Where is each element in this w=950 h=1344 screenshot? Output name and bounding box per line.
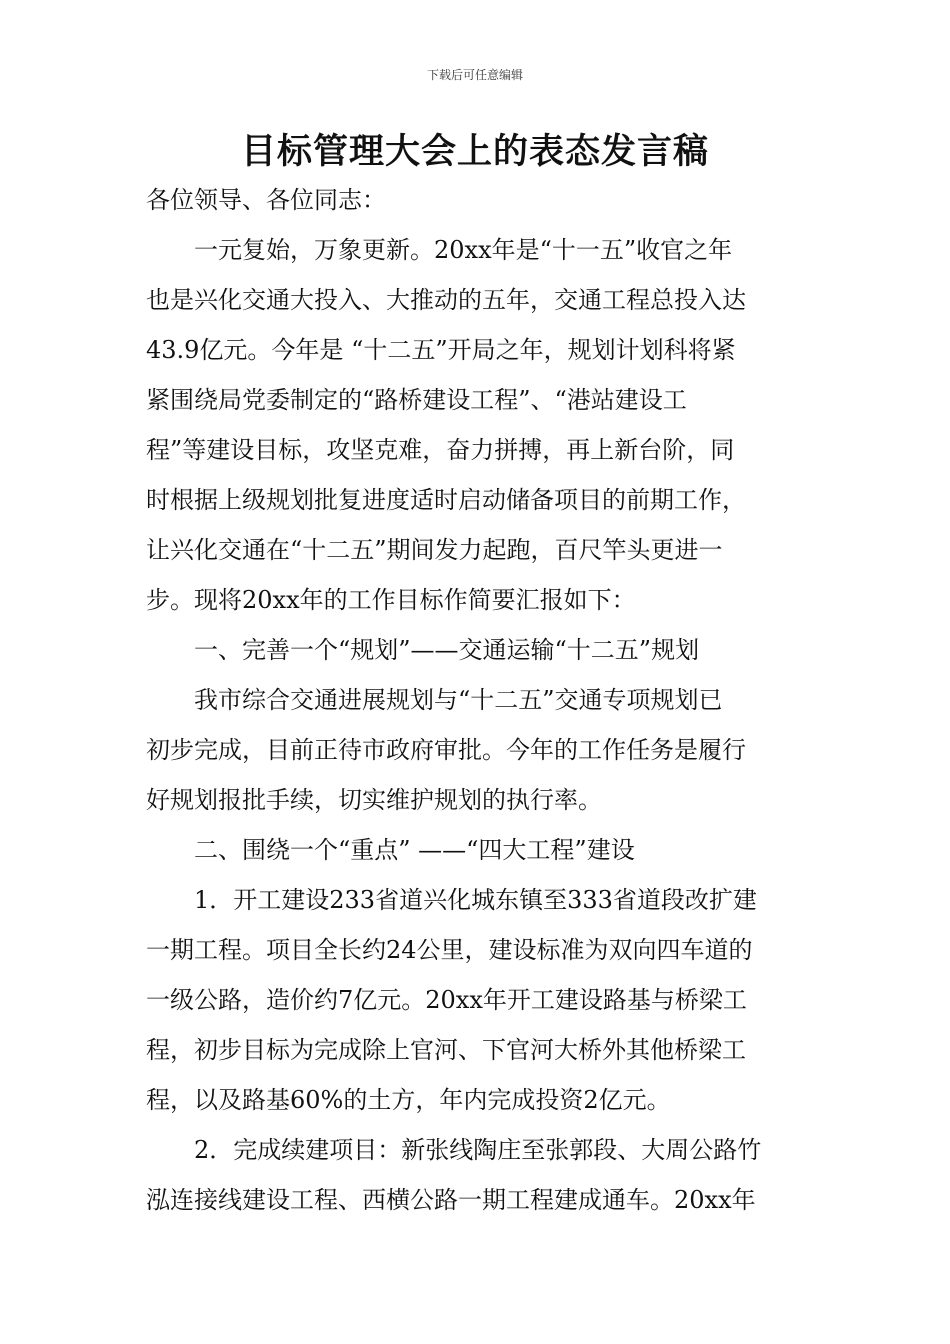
section-heading: 二、围绕一个“重点” ——“四大工程”建设 xyxy=(146,836,635,864)
paragraph-line: 程，以及路基60%的土方，年内完成投资2亿元。 xyxy=(146,1086,671,1114)
paragraph-line: 也是兴化交通大投入、大推动的五年，交通工程总投入达 xyxy=(146,286,746,314)
paragraph-line: 让兴化交通在“十二五”期间发力起跑，百尺竿头更进一 xyxy=(146,536,723,564)
paragraph-line: 程”等建设目标，攻坚克难，奋力拼搏，再上新台阶，同 xyxy=(146,436,735,464)
paragraph-line: 时根据上级规划批复进度适时启动储备项目的前期工作， xyxy=(146,486,746,514)
paragraph-line: 泓连接线建设工程、西横公路一期工程建成通车。20xx年 xyxy=(146,1186,756,1214)
paragraph-line: 1．开工建设233省道兴化城东镇至333省道段改扩建 xyxy=(146,886,757,914)
header-note: 下载后可任意编辑 xyxy=(426,68,523,82)
paragraph-line: 2．完成续建项目：新张线陶庄至张郭段、大周公路竹 xyxy=(146,1136,762,1164)
paragraph-line: 一元复始，万象更新。20xx年是“十一五”收官之年 xyxy=(146,236,733,264)
paragraph-line: 初步完成，目前正待市政府审批。今年的工作任务是履行 xyxy=(146,736,746,764)
paragraph-line: 紧围绕局党委制定的“路桥建设工程”、“港站建设工 xyxy=(146,386,687,414)
paragraph-line: 步。现将20xx年的工作目标作简要汇报如下： xyxy=(146,586,636,614)
paragraph-line: 一级公路，造价约7亿元。20xx年开工建设路基与桥梁工 xyxy=(146,986,747,1014)
paragraph-line: 我市综合交通进展规划与“十二五”交通专项规划已 xyxy=(146,686,723,714)
paragraph-line: 程，初步目标为完成除上官河、下官河大桥外其他桥梁工 xyxy=(146,1036,746,1064)
page-title: 目标管理大会上的表态发言稿 xyxy=(240,132,709,172)
paragraph-line: 一期工程。项目全长约24公里，建设标准为双向四车道的 xyxy=(146,936,753,964)
paragraph-line: 43.9亿元。今年是 “十二五”开局之年，规划计划科将紧 xyxy=(146,336,736,364)
greeting-line: 各位领导、各位同志： xyxy=(146,186,386,214)
paragraph-line: 好规划报批手续，切实维护规划的执行率。 xyxy=(146,786,602,814)
section-heading: 一、完善一个“规划”——交通运输“十二五”规划 xyxy=(146,636,700,664)
body-text xyxy=(146,175,810,1225)
